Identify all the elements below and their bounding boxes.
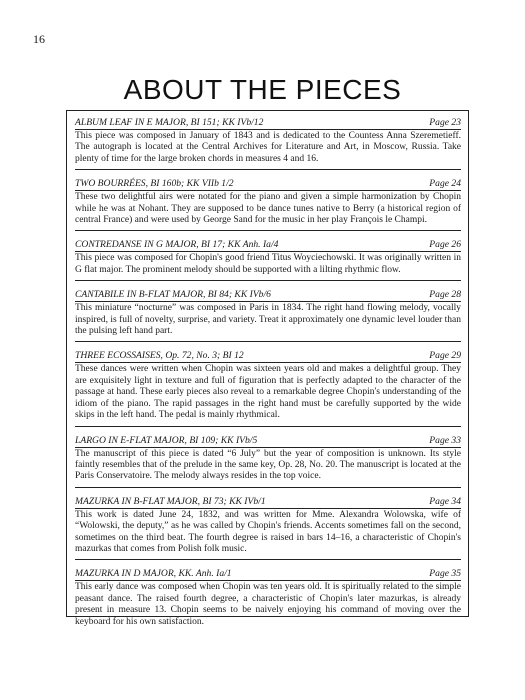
piece-title: CONTREDANSE IN G MAJOR, BI 17; KK Anh. Ia/4 (75, 239, 279, 251)
piece-title: THREE ECOSSAISES, Op. 72, No. 3; BI 12 (75, 350, 244, 362)
piece-title: ALBUM LEAF IN E MAJOR, BI 151; KK IVb/12 (75, 117, 264, 128)
piece-entry (75, 431, 461, 488)
piece-page: Page 23 (429, 117, 461, 128)
piece-page: Page 28 (429, 289, 461, 301)
piece-page: Page 24 (429, 178, 461, 190)
piece-entry (75, 285, 461, 342)
piece-description: This piece was composed in January of 1843 and is dedicated to the Countess Anna Szeremetieff. The autograph is located at the Central Archives for Literature and Art, in Moscow, Russia. Take plenty of time for the large broken chords in measures 4 and 16. (75, 131, 461, 164)
piece-page: Page 26 (429, 239, 461, 251)
piece-page: Page 34 (429, 495, 461, 507)
piece-entry (75, 235, 461, 281)
piece-description: This work is dated June 24, 1832, and was written for Mme. Alexandra Wolowska, wife of “Wolowski, the deputy,” as he was called by Chopin's friends. Accents sometimes fall on the second, sometimes on the third beat. The fourth degree is raised in bars 14–16, a characteristic of Chopin's mazurkas that comes from Polish folk music. (75, 509, 461, 554)
piece-heading (75, 178, 461, 191)
piece-description: These dances were written when Chopin was sixteen years old and makes a delightful group. They are exquisitely light in texture and full of figuration that is perfectly adapted to the character of the passage at hand. These early pieces also reveal to a remarkable degree Chopin's understanding of the idiom of the piano. The rapid passages in the right hand must be carefully supported by the wide skips in the left hand. The pedal is mainly rhythmical. (75, 364, 461, 421)
piece-description: This miniature “nocturne” was composed in Paris in 1834. The right hand flowing melody, vocally inspired, is full of novelty, surprise, and variety. Treat it approximately one dynamic level louder than the pulsing left hand part. (75, 303, 461, 337)
piece-title: TWO BOURRÉES, BI 160b; KK VIIb 1/2 (75, 178, 234, 190)
piece-heading (75, 568, 461, 581)
piece-page: Page 29 (429, 350, 461, 362)
page-title: ABOUT THE PIECES (123, 74, 402, 105)
piece-title: MAZURKA IN B-FLAT MAJOR, BI 73; KK IVb/1 (75, 495, 266, 507)
piece-entry (75, 113, 461, 170)
piece-entry (75, 492, 461, 561)
piece-heading (75, 496, 461, 509)
piece-heading (75, 117, 461, 130)
page-number: 16 (33, 32, 45, 46)
piece-heading (75, 239, 461, 252)
piece-description: This piece was composed for Chopin's good friend Titus Woyciechowski. It was originally written in G flat major. The prominent melody should be supported with a lilting rhythmic flow. (75, 253, 461, 275)
piece-title: CANTABILE IN B-FLAT MAJOR, BI 84; KK IVb/6 (75, 289, 271, 301)
piece-heading (75, 435, 461, 448)
piece-description: These two delightful airs were notated for the piano and given a simple harmonization by Chopin while he was at Nohant. They are supposed to be dance tunes native to Berry (a historical region of central France) and were used by George Sand for the music in her play François le Champi. (75, 192, 461, 226)
piece-title: LARGO IN E-FLAT MAJOR, BI 109; KK IVb/5 (75, 434, 258, 446)
piece-title: MAZURKA IN D MAJOR, KK. Anh. Ia/1 (75, 568, 232, 580)
piece-description: This early dance was composed when Chopin was ten years old. It is spiritually related to the simple peasant dance. The raised fourth degree, a characteristic of Chopin's later mazurkas, is already present in measure 13. Chopin seems to be naively enjoying his command of moving over the keyboard for his own satisfaction. (75, 582, 461, 627)
piece-heading (75, 350, 461, 363)
piece-page: Page 35 (429, 568, 461, 580)
piece-description: The manuscript of this piece is dated “6 July” but the year of composition is unknown. Its style faintly resembles that of the prelude in the same key, Op. 28, No. 20. The manuscript is located at the Paris Conservatoire. The melody always resides in the top voice. (75, 448, 461, 482)
piece-entry (75, 564, 461, 632)
piece-entry (75, 346, 461, 426)
piece-heading (75, 289, 461, 302)
pieces-box (66, 110, 469, 627)
piece-page: Page 33 (429, 434, 461, 446)
piece-entry (75, 174, 461, 231)
